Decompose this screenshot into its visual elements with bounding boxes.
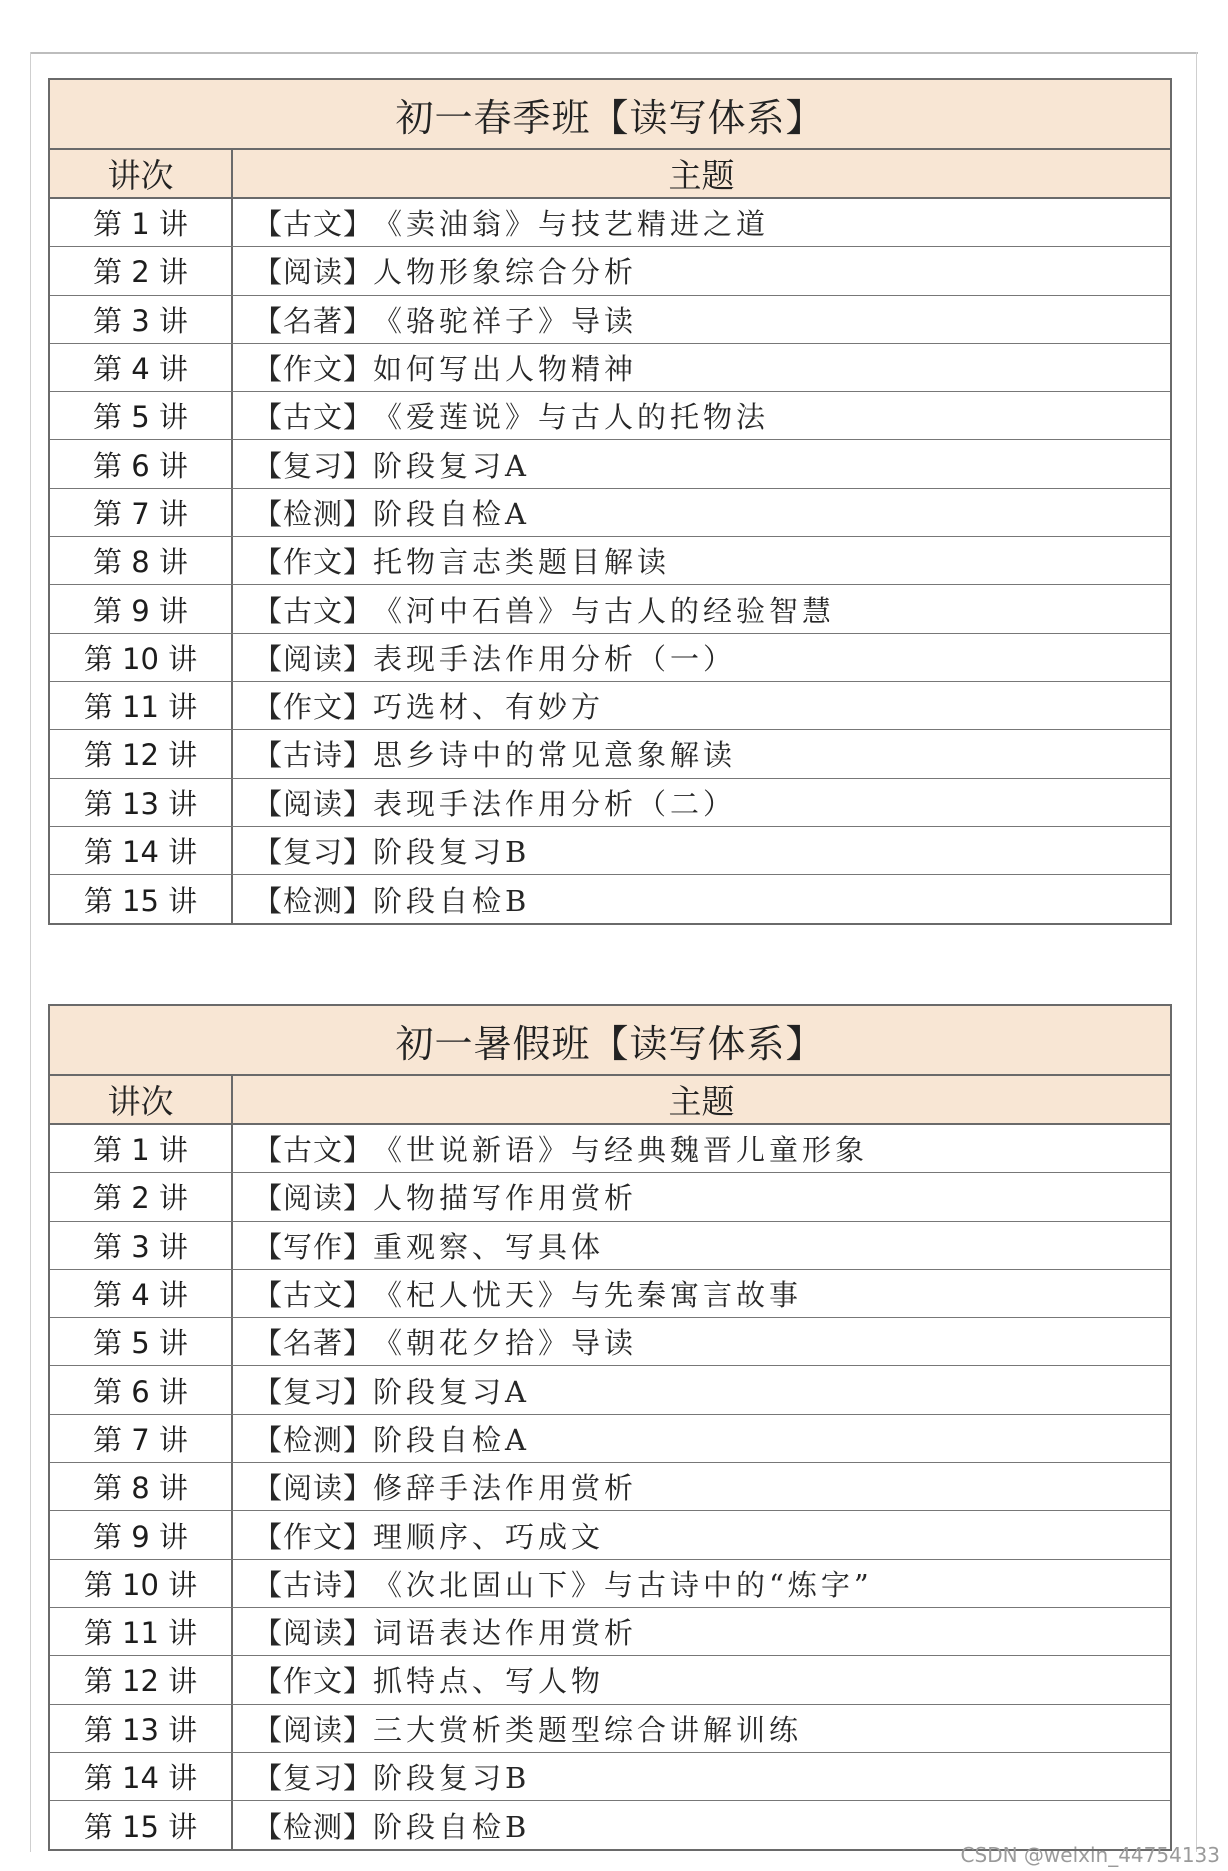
lecture-number: 第 10 讲: [50, 634, 233, 681]
topic-category-tag: 【作文】: [253, 690, 374, 725]
table-row: [50, 585, 1170, 633]
topic-category-tag: 【名著】: [253, 303, 374, 338]
lecture-number: 第 5 讲: [50, 1318, 233, 1365]
lecture-number: 第 14 讲: [50, 827, 233, 874]
topic-cell: [233, 1560, 1170, 1607]
lecture-number: 第 4 讲: [50, 1270, 233, 1317]
table-row: [50, 1753, 1170, 1801]
topic-title: 人物形象综合分析: [373, 255, 638, 290]
topic-cell: [233, 1222, 1170, 1269]
table-row: [50, 682, 1170, 730]
topic-cell: [233, 634, 1170, 681]
topic-title: 阶段复习B: [373, 1761, 531, 1795]
topic-cell: [233, 1511, 1170, 1558]
topic-cell: [233, 1270, 1170, 1317]
table-row: [50, 1318, 1170, 1366]
spring-curriculum-table: [48, 78, 1172, 925]
topic-cell: [233, 1608, 1170, 1655]
topic-category-tag: 【作文】: [253, 1664, 374, 1699]
topic-title: 表现手法作用分析（二）: [373, 786, 737, 821]
lecture-number: 第 6 讲: [50, 1366, 233, 1413]
topic-title: 阶段自检B: [373, 1809, 531, 1844]
table-row: [50, 1656, 1170, 1704]
table-row: [50, 199, 1170, 247]
table-row: [50, 1173, 1170, 1221]
table-row: [50, 1463, 1170, 1511]
topic-cell: [233, 392, 1170, 439]
lecture-column-header: 讲次: [50, 1076, 233, 1123]
topic-title: 阶段自检A: [373, 1422, 530, 1457]
topic-cell: [233, 1318, 1170, 1365]
topic-cell: [233, 1415, 1170, 1462]
topic-title: 修辞手法作用赏析: [373, 1471, 638, 1506]
table-row: [50, 247, 1170, 295]
topic-category-tag: 【检测】: [253, 1809, 374, 1844]
topic-title: 阶段复习A: [373, 1374, 530, 1409]
table-row: [50, 1270, 1170, 1318]
page-top-rule: [30, 52, 1198, 54]
lecture-number: 第 10 讲: [50, 1560, 233, 1607]
lecture-number: 第 9 讲: [50, 585, 233, 632]
topic-category-tag: 【古诗】: [253, 1567, 374, 1602]
table-row: [50, 827, 1170, 875]
topic-title: 如何写出人物精神: [373, 352, 638, 387]
table-row: [50, 779, 1170, 827]
topic-cell: [233, 1656, 1170, 1703]
summer-curriculum-table: [48, 1004, 1172, 1851]
topic-cell: [233, 537, 1170, 584]
topic-cell: [233, 1366, 1170, 1413]
table-row: [50, 1560, 1170, 1608]
topic-cell: [233, 682, 1170, 729]
topic-cell: [233, 1125, 1170, 1172]
lecture-number: 第 12 讲: [50, 1656, 233, 1703]
table-row: [50, 730, 1170, 778]
lecture-number: 第 7 讲: [50, 1415, 233, 1462]
topic-title: 重观察、写具体: [373, 1229, 605, 1264]
lecture-number: 第 5 讲: [50, 392, 233, 439]
lecture-number: 第 7 讲: [50, 489, 233, 536]
topic-title: 阶段复习B: [373, 835, 531, 869]
topic-category-tag: 【写作】: [253, 1229, 374, 1264]
topic-category-tag: 【阅读】: [253, 641, 374, 676]
topic-cell: [233, 779, 1170, 826]
topic-cell: [233, 1463, 1170, 1510]
topic-title: 《朝花夕拾》导读: [373, 1326, 638, 1361]
table-row: [50, 440, 1170, 488]
lecture-number: 第 11 讲: [50, 1608, 233, 1655]
page-frame-left: [30, 52, 31, 1852]
topic-title: 巧选材、有妙方: [373, 690, 605, 725]
topic-category-tag: 【名著】: [253, 1326, 374, 1361]
topic-category-tag: 【复习】: [253, 835, 374, 869]
topic-title: 《杞人忧天》与先秦寓言故事: [373, 1278, 803, 1313]
table-row: [50, 1125, 1170, 1173]
topic-category-tag: 【古文】: [253, 593, 374, 628]
lecture-column-header: 讲次: [50, 150, 233, 197]
lecture-number: 第 13 讲: [50, 1705, 233, 1752]
lecture-number: 第 8 讲: [50, 1463, 233, 1510]
topic-title: 《爱莲说》与古人的托物法: [373, 400, 770, 435]
topic-cell: [233, 199, 1170, 246]
topic-category-tag: 【古文】: [253, 207, 374, 242]
topic-category-tag: 【古文】: [253, 1133, 374, 1168]
lecture-number: 第 9 讲: [50, 1511, 233, 1558]
topic-cell: [233, 440, 1170, 487]
topic-category-tag: 【古诗】: [253, 738, 374, 773]
topic-category-tag: 【阅读】: [253, 1616, 374, 1651]
topic-category-tag: 【阅读】: [253, 1471, 374, 1506]
topic-title: 三大赏析类题型综合讲解训练: [373, 1712, 803, 1747]
topic-column-header: 主题: [668, 156, 735, 195]
table-row: [50, 1608, 1170, 1656]
topic-cell: [233, 730, 1170, 777]
topic-cell: [233, 585, 1170, 632]
table-row: [50, 634, 1170, 682]
lecture-number: 第 3 讲: [50, 1222, 233, 1269]
page-frame-right: [1196, 52, 1197, 1852]
lecture-number: 第 12 讲: [50, 730, 233, 777]
table-row: [50, 1511, 1170, 1559]
table-row: [50, 537, 1170, 585]
lecture-number: 第 2 讲: [50, 1173, 233, 1220]
table-row: [50, 1705, 1170, 1753]
topic-title: 思乡诗中的常见意象解读: [373, 738, 737, 773]
csdn-watermark: CSDN @weixin_44754133: [960, 1843, 1220, 1867]
lecture-number: 第 15 讲: [50, 1801, 233, 1849]
topic-category-tag: 【阅读】: [253, 255, 374, 290]
table-header-row: [50, 150, 1170, 199]
topic-title: 《卖油翁》与技艺精进之道: [373, 207, 770, 242]
topic-category-tag: 【检测】: [253, 496, 374, 531]
lecture-number: 第 3 讲: [50, 296, 233, 343]
lecture-number: 第 1 讲: [50, 1125, 233, 1172]
table-body: [50, 199, 1170, 923]
topic-cell: [233, 875, 1170, 923]
table-body: [50, 1125, 1170, 1849]
topic-category-tag: 【检测】: [253, 883, 374, 918]
lecture-number: 第 11 讲: [50, 682, 233, 729]
topic-category-tag: 【复习】: [253, 1374, 374, 1409]
topic-title: 抓特点、写人物: [373, 1664, 605, 1699]
topic-title: 阶段自检A: [373, 496, 530, 531]
table-row: [50, 392, 1170, 440]
topic-cell: [233, 1173, 1170, 1220]
lecture-number: 第 15 讲: [50, 875, 233, 923]
topic-title: 《世说新语》与经典魏晋儿童形象: [373, 1133, 869, 1168]
topic-category-tag: 【古文】: [253, 400, 374, 435]
table-row: [50, 875, 1170, 923]
topic-category-tag: 【检测】: [253, 1422, 374, 1457]
lecture-number: 第 8 讲: [50, 537, 233, 584]
topic-cell: [233, 1705, 1170, 1752]
table-title: 初一暑假班【读写体系】: [50, 1006, 1170, 1076]
topic-title: 词语表达作用赏析: [373, 1616, 638, 1651]
table-row: [50, 1222, 1170, 1270]
topic-title: 表现手法作用分析（一）: [373, 641, 737, 676]
topic-category-tag: 【阅读】: [253, 1181, 374, 1216]
table-row: [50, 296, 1170, 344]
topic-column-header: 主题: [668, 1082, 735, 1121]
lecture-number: 第 13 讲: [50, 779, 233, 826]
topic-cell: [233, 489, 1170, 536]
topic-category-tag: 【作文】: [253, 352, 374, 387]
topic-title: 阶段自检B: [373, 883, 531, 918]
topic-category-tag: 【复习】: [253, 1761, 374, 1795]
topic-title: 托物言志类题目解读: [373, 545, 671, 580]
topic-cell: [233, 344, 1170, 391]
topic-category-tag: 【作文】: [253, 1519, 374, 1554]
topic-title: 《骆驼祥子》导读: [373, 303, 638, 338]
table-row: [50, 489, 1170, 537]
lecture-number: 第 14 讲: [50, 1753, 233, 1800]
topic-cell: [233, 1753, 1170, 1800]
table-title: 初一春季班【读写体系】: [50, 80, 1170, 150]
topic-cell: [233, 827, 1170, 874]
topic-title: 理顺序、巧成文: [373, 1519, 605, 1554]
topic-cell: [233, 296, 1170, 343]
topic-title: 阶段复习A: [373, 448, 530, 483]
table-row: [50, 1415, 1170, 1463]
table-header-row: [50, 1076, 1170, 1125]
lecture-number: 第 4 讲: [50, 344, 233, 391]
topic-category-tag: 【阅读】: [253, 1712, 374, 1747]
lecture-number: 第 6 讲: [50, 440, 233, 487]
topic-title: 《次北固山下》与古诗中的“炼字”: [373, 1567, 873, 1602]
topic-cell: [233, 247, 1170, 294]
topic-category-tag: 【阅读】: [253, 786, 374, 821]
table-row: [50, 344, 1170, 392]
lecture-number: 第 1 讲: [50, 199, 233, 246]
topic-category-tag: 【古文】: [253, 1278, 374, 1313]
topic-title: 人物描写作用赏析: [373, 1181, 638, 1216]
topic-title: 《河中石兽》与古人的经验智慧: [373, 593, 836, 628]
lecture-number: 第 2 讲: [50, 247, 233, 294]
table-row: [50, 1366, 1170, 1414]
topic-category-tag: 【复习】: [253, 448, 374, 483]
topic-category-tag: 【作文】: [253, 545, 374, 580]
